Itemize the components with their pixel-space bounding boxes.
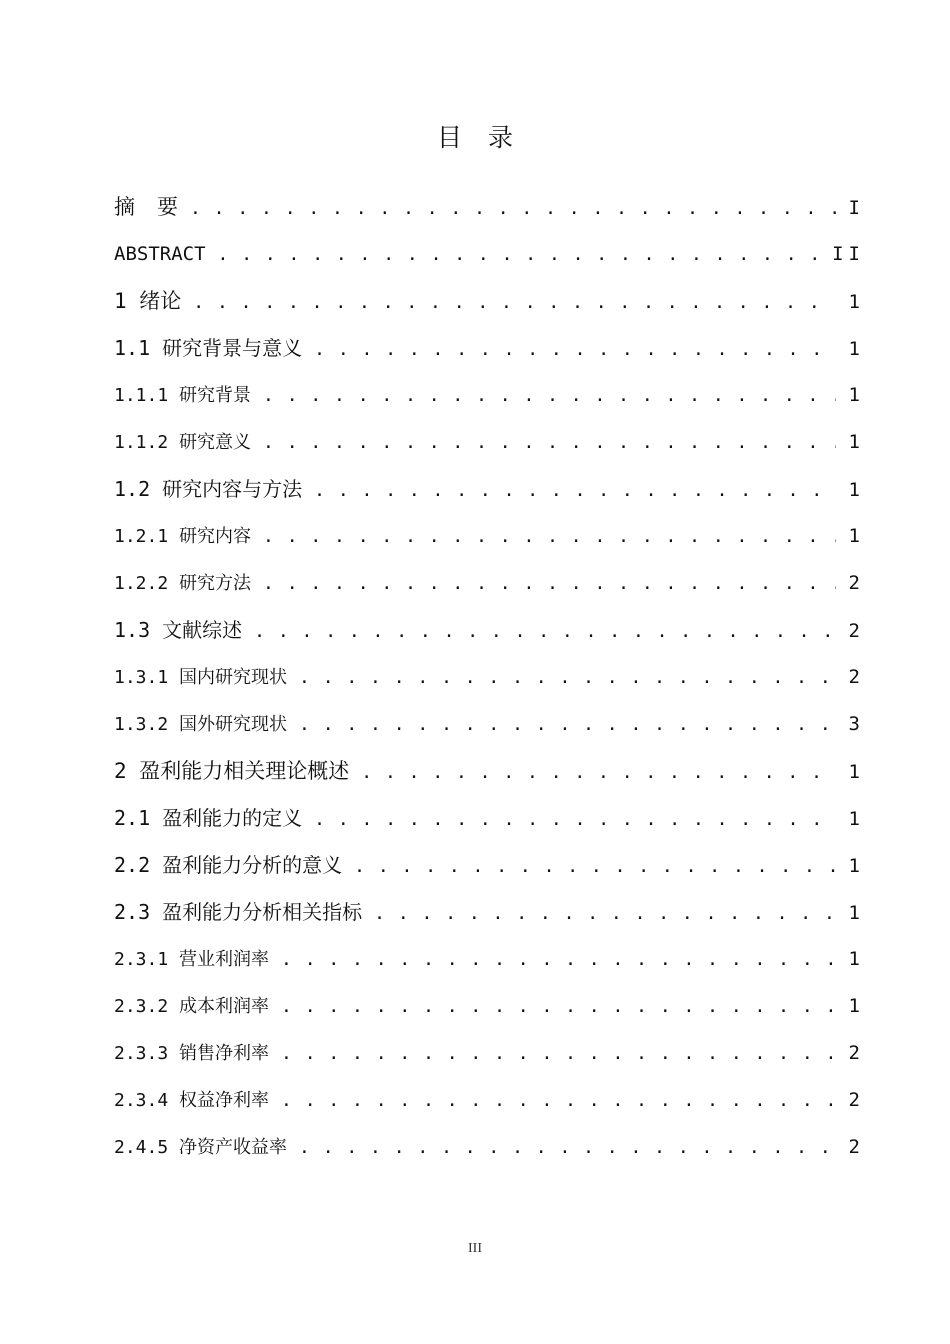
toc-dot-leader bbox=[263, 560, 836, 607]
toc-entry-label: 2.3.1 营业利润率 bbox=[114, 949, 270, 970]
toc-entry-page: 1 bbox=[848, 761, 860, 783]
toc-entry[interactable] bbox=[114, 748, 860, 795]
toc-entry-page: 1 bbox=[848, 384, 860, 406]
toc-entry-page: 3 bbox=[848, 713, 860, 735]
toc-entry-page: 1 bbox=[848, 808, 860, 830]
toc-entry[interactable] bbox=[114, 513, 860, 560]
toc-entry-page: 2 bbox=[848, 1042, 860, 1064]
toc-entry-page: II bbox=[832, 243, 865, 265]
toc-entry-label: 1.3.2 国外研究现状 bbox=[114, 714, 288, 735]
toc-entry[interactable] bbox=[114, 842, 860, 889]
toc-entry-label: 2.3.2 成本利润率 bbox=[114, 996, 270, 1017]
toc-entry-label: 2.4.5 净资产收益率 bbox=[114, 1137, 288, 1158]
toc-entry-abstract-en[interactable] bbox=[114, 231, 865, 278]
toc-dot-leader bbox=[190, 185, 836, 232]
toc-entry-label: 2.3.4 权益净利率 bbox=[114, 1090, 270, 1111]
toc-entry-label: 2.3.3 销售净利率 bbox=[114, 1043, 270, 1064]
toc-entry-page: 2 bbox=[848, 620, 860, 642]
toc-entry-page: 2 bbox=[848, 1136, 860, 1158]
toc-entry-abstract-cn[interactable] bbox=[114, 184, 860, 231]
toc-entry-page: 1 bbox=[848, 855, 860, 877]
toc-entry-label: 1.2.1 研究内容 bbox=[114, 526, 252, 547]
toc-entry[interactable] bbox=[114, 1077, 860, 1124]
toc-dot-leader bbox=[299, 701, 836, 748]
toc-dot-leader bbox=[254, 608, 836, 655]
toc-dot-leader bbox=[281, 983, 836, 1030]
toc-entry[interactable] bbox=[114, 372, 860, 419]
toc-entry-page: 1 bbox=[848, 291, 860, 313]
toc-entry[interactable] bbox=[114, 419, 860, 466]
table-of-contents bbox=[114, 184, 865, 1171]
toc-entry-label: 1.1 研究背景与意义 bbox=[114, 336, 303, 360]
toc-entry-label: 1 绪论 bbox=[114, 289, 182, 313]
toc-entry-label: 2.1 盈利能力的定义 bbox=[114, 806, 303, 830]
toc-entry-label: 摘 要 bbox=[114, 195, 178, 219]
toc-entry-page: 1 bbox=[848, 525, 860, 547]
toc-entry-page: 2 bbox=[848, 666, 860, 688]
toc-dot-leader bbox=[299, 1124, 836, 1171]
toc-dot-leader bbox=[314, 467, 836, 514]
toc-entry[interactable] bbox=[114, 1030, 860, 1077]
footer-page-number: III bbox=[468, 1241, 482, 1256]
toc-dot-leader bbox=[281, 936, 836, 983]
toc-entry-label: 2.2 盈利能力分析的意义 bbox=[114, 853, 343, 877]
toc-dot-leader bbox=[281, 1077, 836, 1124]
toc-entry[interactable] bbox=[114, 560, 860, 607]
toc-entry-page: 2 bbox=[848, 572, 860, 594]
toc-entry-page: 1 bbox=[848, 338, 860, 360]
toc-entry-label: 1.1.1 研究背景 bbox=[114, 385, 252, 406]
title-char-2: 录 bbox=[488, 123, 514, 152]
toc-dot-leader bbox=[374, 890, 836, 937]
toc-dot-leader bbox=[281, 1030, 836, 1077]
toc-dot-leader bbox=[314, 326, 836, 373]
toc-entry[interactable] bbox=[114, 795, 860, 842]
toc-dot-leader bbox=[193, 279, 836, 326]
toc-entry[interactable] bbox=[114, 936, 860, 983]
toc-entry-page: 1 bbox=[848, 995, 860, 1017]
toc-entry[interactable] bbox=[114, 889, 860, 936]
page-title bbox=[0, 120, 950, 156]
toc-entry-page: 1 bbox=[848, 479, 860, 501]
toc-entry[interactable] bbox=[114, 466, 860, 513]
toc-dot-leader bbox=[361, 749, 836, 796]
toc-entry-label: 1.1.2 研究意义 bbox=[114, 432, 252, 453]
toc-entry[interactable] bbox=[114, 983, 860, 1030]
toc-entry-page: I bbox=[848, 197, 860, 219]
toc-entry[interactable] bbox=[114, 701, 860, 748]
toc-dot-leader bbox=[263, 419, 836, 466]
toc-entry-label: ABSTRACT bbox=[114, 243, 206, 265]
toc-entry-label: 1.3 文献综述 bbox=[114, 618, 243, 642]
toc-entry-page: 1 bbox=[848, 431, 860, 453]
toc-entry-label: 1.2 研究内容与方法 bbox=[114, 477, 303, 501]
toc-entry[interactable] bbox=[114, 654, 860, 701]
toc-entry-page: 1 bbox=[848, 948, 860, 970]
toc-dot-leader bbox=[314, 796, 836, 843]
toc-entry[interactable] bbox=[114, 325, 860, 372]
toc-dot-leader bbox=[218, 231, 823, 278]
toc-dot-leader bbox=[263, 372, 836, 419]
toc-entry-label: 2.3 盈利能力分析相关指标 bbox=[114, 900, 363, 924]
toc-entry[interactable] bbox=[114, 1124, 860, 1171]
toc-entry-label: 2 盈利能力相关理论概述 bbox=[114, 759, 350, 783]
toc-entry[interactable] bbox=[114, 607, 860, 654]
toc-entry-page: 1 bbox=[848, 902, 860, 924]
toc-entry-label: 1.3.1 国内研究现状 bbox=[114, 667, 288, 688]
toc-dot-leader bbox=[354, 843, 836, 890]
toc-dot-leader bbox=[299, 654, 836, 701]
toc-entry-label: 1.2.2 研究方法 bbox=[114, 573, 252, 594]
title-char-1: 目 bbox=[436, 123, 462, 152]
toc-dot-leader bbox=[263, 513, 836, 560]
toc-entry-page: 2 bbox=[848, 1089, 860, 1111]
toc-entry[interactable] bbox=[114, 278, 860, 325]
